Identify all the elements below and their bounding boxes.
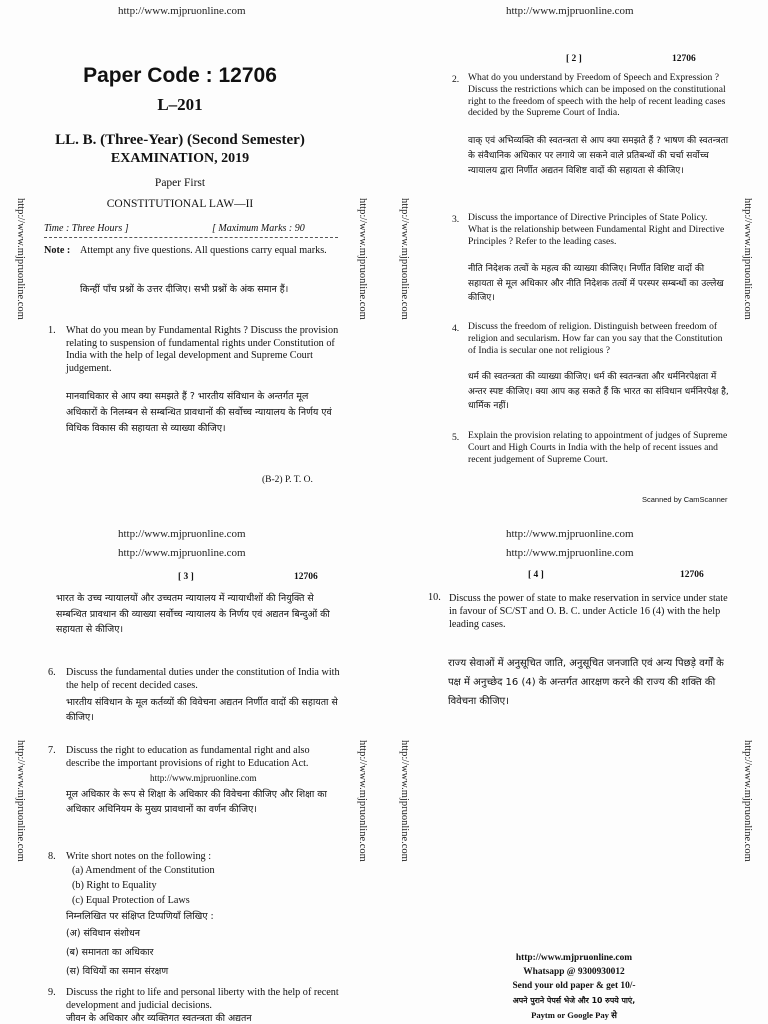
- q1-hindi: मानवाधिकार से आप क्या समझते हैं ? भारतीय संविधान के अन्तर्गत मूल अधिकारों के निलम्बन से सम्बन्धित प्रावधानों की सर्वोच्च न्यायालय के निर्णय एवं विधिक विकास की सहायता से व्याख्या कीजिए।: [66, 391, 332, 434]
- paper-code-small: 12706: [294, 572, 318, 582]
- q4-hindi: धर्म की स्वतन्त्रता की व्याख्या कीजिए। धर्म की स्वतन्त्रता और धर्मनिरपेक्षता में अन्तर स्पष्ट कीजिए। क्या आप कह सकते हैं कि भारत का संविधान धर्मनिरपेक्ष है, धार्मिक नहीं।: [468, 372, 729, 411]
- paper-number: Paper First: [154, 177, 206, 189]
- paper-code: Paper Code : 12706: [83, 64, 277, 87]
- q8-english: Write short notes on the following :: [66, 851, 212, 862]
- divider: [44, 237, 338, 238]
- q8-number: 8.: [48, 851, 56, 862]
- q7-number: 7.: [48, 745, 56, 756]
- q8-item-a: (a) Amendment of the Constitution: [72, 865, 215, 876]
- promo-url: http://www.mjpruonline.com: [515, 953, 633, 963]
- q9-hindi: जीवन के अधिकार और व्यक्तिगत स्वतन्त्रता की अद्यतन: [66, 1013, 252, 1024]
- side-url-left: http://www.mjpruonline.com: [399, 198, 410, 320]
- course-code: L–201: [157, 95, 203, 114]
- header-url: http://www.mjpruonline.com: [118, 5, 246, 17]
- q4-english: Discuss the freedom of religion. Distinguish between freedom of religion and secularism. How far can you say that the Constitution of India is secular one not religious ?: [468, 321, 723, 356]
- promo-hindi: अपने पुराने पेपर्स भेजे और 10 रुपये पाएं,: [512, 996, 636, 1005]
- page-footer: (B-2) P. T. O.: [262, 475, 313, 485]
- q8-item-b: (b) Right to Equality: [72, 880, 157, 891]
- q10-number: 10.: [428, 592, 441, 603]
- paper-code-small: 12706: [680, 570, 704, 580]
- q1-number: 1.: [48, 325, 56, 336]
- q8-item-c: (c) Equal Protection of Laws: [72, 895, 190, 906]
- header-url: http://www.mjpruonline.com: [506, 5, 634, 17]
- inline-url: http://www.mjpruonline.com: [150, 773, 257, 783]
- side-url-right: http://www.mjpruonline.com: [742, 740, 753, 862]
- promo-whatsapp: Whatsapp @ 9300930012: [523, 967, 625, 977]
- page-number: [ 2 ]: [566, 54, 582, 64]
- promo-offer: Send your old paper & get 10/-: [512, 981, 636, 991]
- q6-english: Discuss the fundamental duties under the constitution of India with the help of recent decided cases.: [66, 667, 340, 691]
- time-allowed: Time : Three Hours ]: [44, 223, 129, 234]
- q4-number: 4.: [452, 323, 460, 334]
- page-number: [ 4 ]: [528, 570, 544, 580]
- page-3: [0, 512, 384, 1024]
- q8-item-a-hindi: (अ) संविधान संशोधन: [66, 928, 140, 939]
- q3-number: 3.: [452, 214, 460, 225]
- q2-hindi: वाक् एवं अभिव्यक्ति की स्वतन्त्रता से आप क्या समझते हैं ? भाषण की स्वतन्त्रता के संवैधानिक अधिकार पर लगाये जा सकने वाले प्रतिबन्धों की चर्चा सर्वोच्च न्यायालय द्वारा निर्णीत अद्यतन विशिष्ट वादों की सहायता से कीजिए।: [468, 136, 729, 176]
- q2-number: 2.: [452, 74, 460, 85]
- scanner-watermark: Scanned by CamScanner: [642, 495, 728, 504]
- q3-hindi: नीति निदेशक तत्वों के महत्व की व्याख्या कीजिए। निर्णीत विशिष्ट वादों की सहायता से मूल अधिकार और नीति निदेशक तत्वों में परस्पर सम्बन्धों का उल्लेख कीजिए।: [468, 264, 724, 303]
- side-url-left: http://www.mjpruonline.com: [15, 198, 26, 320]
- promo-payment: Paytm or Google Pay से: [531, 1010, 617, 1020]
- side-url-left: http://www.mjpruonline.com: [15, 740, 26, 862]
- page-number: [ 3 ]: [178, 572, 194, 582]
- q1-english: What do you mean by Fundamental Rights ? Discuss the provision relating to suspension of fundamental rights under Constitution of India with the help of legal development and Supreme Court judgement.: [66, 325, 339, 374]
- page-2: [384, 0, 768, 512]
- exam-title: EXAMINATION, 2019: [110, 151, 250, 166]
- note-hindi: किन्हीं पाँच प्रश्नों के उत्तर दीजिए। सभी प्रश्नों के अंक समान हैं।: [80, 284, 289, 295]
- header-url-2: http://www.mjpruonline.com: [506, 547, 634, 559]
- q7-hindi: मूल अधिकार के रूप से शिक्षा के अधिकार की विवेचना कीजिए और शिक्षा का अधिकार अधिनियम के मुख्य प्रावधानों का वर्णन कीजिए।: [66, 789, 327, 815]
- header-url: http://www.mjpruonline.com: [506, 528, 634, 540]
- q6-hindi: भारतीय संविधान के मूल कर्तव्यों की विवेचना अद्यतन निर्णीत वादों की सहायता से कीजिए।: [66, 697, 338, 723]
- note-label: Note :: [44, 245, 71, 256]
- q9-number: 9.: [48, 987, 56, 998]
- q5-english: Explain the provision relating to appointment of judges of Supreme Court and High Courts in India with the help of recent issues and recent judgement of Supreme Court.: [468, 430, 728, 465]
- side-url-left: http://www.mjpruonline.com: [399, 740, 410, 862]
- side-url-right: http://www.mjpruonline.com: [357, 740, 368, 862]
- q8-hindi: निम्नलिखित पर संक्षिप्त टिप्पणियाँ लिखिए :: [66, 911, 214, 922]
- q5-hindi: भारत के उच्च न्यायालयों और उच्चतम न्यायालय में न्यायाधीशों की नियुक्ति से सम्बन्धित प्रावधान की व्याख्या सर्वोच्च न्यायालय के निर्णय एवं अद्यतन बिन्दुओं की सहायता से कीजिए।: [56, 593, 330, 635]
- page-1: [0, 0, 384, 512]
- subject-title: CONSTITUTIONAL LAW—II: [106, 198, 254, 210]
- q7-english: Discuss the right to education as fundamental right and also describe the important provisions of right to Education Act.: [66, 745, 310, 769]
- q10-english: Discuss the power of state to make reservation in service under state in favour of SC/ST and O. B. C. under Acticle 16 (4) with the help leading cases.: [449, 593, 728, 630]
- side-url-right: http://www.mjpruonline.com: [357, 198, 368, 320]
- header-url-2: http://www.mjpruonline.com: [118, 547, 246, 559]
- q5-number: 5.: [452, 432, 460, 443]
- q3-english: Discuss the importance of Directive Principles of State Policy. What is the relationship between Fundamental Right and Directive Principles ? Refer to the leading cases.: [468, 212, 725, 247]
- q2-english: What do you understand by Freedom of Speech and Expression ? Discuss the restrictions which can be imposed on the constitutional right to the freedom of speech with the help of recent leading cases decided by the Supreme Court of India.: [468, 72, 726, 119]
- q9-english: Discuss the right to life and personal liberty with the help of recent development and judicial decisions.: [66, 987, 339, 1011]
- side-url-right: http://www.mjpruonline.com: [742, 198, 753, 320]
- max-marks: [ Maximum Marks : 90: [212, 223, 305, 234]
- q8-item-c-hindi: (स) विधियों का समान संरक्षण: [66, 966, 169, 977]
- q6-number: 6.: [48, 667, 56, 678]
- q8-item-b-hindi: (ब) समानता का अधिकार: [66, 947, 154, 958]
- course-title: LL. B. (Three-Year) (Second Semester): [55, 132, 305, 148]
- note-english: Attempt any five questions. All questions carry equal marks.: [80, 245, 327, 256]
- paper-code-small: 12706: [672, 54, 696, 64]
- page-4: [384, 512, 768, 1024]
- header-url: http://www.mjpruonline.com: [118, 528, 246, 540]
- q10-hindi: राज्य सेवाओं में अनुसूचित जाति, अनुसूचित जनजाति एवं अन्य पिछड़े वर्गों के पक्ष में अनुच्छेद 16 (4) के अन्तर्गत आरक्षण करने की राज्य की शक्ति की विवेचना कीजिए।: [448, 658, 724, 707]
